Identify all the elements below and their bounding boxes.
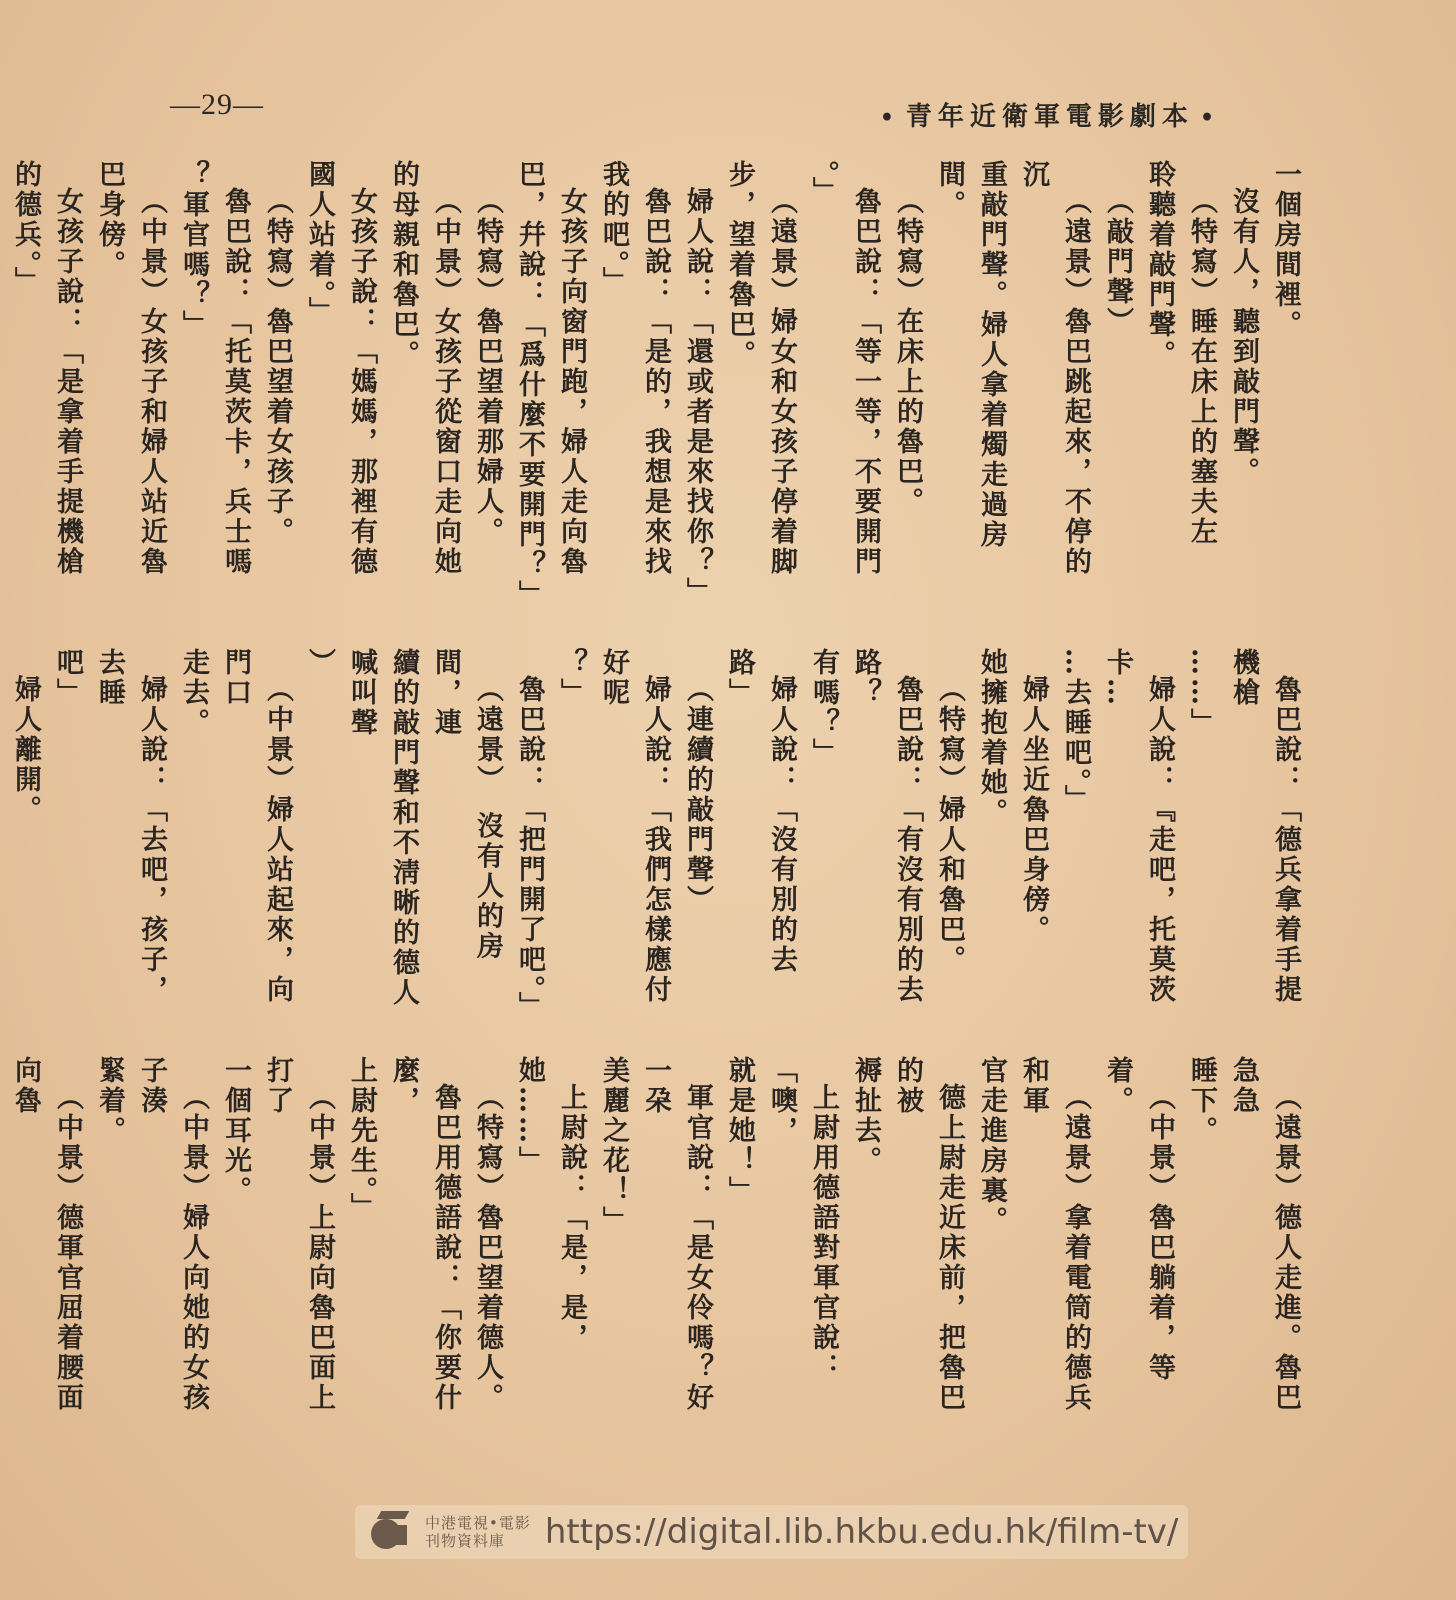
script-line: （中景）上尉向魯巴面上打了 — [262, 1056, 335, 1413]
script-line: 重敲門聲。婦人拿着燭走過房間。 — [934, 160, 1007, 550]
bullet-left: • — [879, 105, 900, 131]
script-line: ？軍官嗎？」 — [178, 160, 209, 340]
script-line: （中景）德軍官屈着腰面向魯 — [10, 1056, 83, 1413]
script-line: （遠景）德人走進。魯巴急急 — [1228, 1056, 1301, 1413]
script-line: ？」 — [556, 648, 587, 708]
script-line: 她擁抱着她。 — [976, 648, 1007, 828]
script-line: 婦人說：「我們怎樣應付好呢 — [598, 648, 671, 1005]
script-line: 魯巴說：「把門開了吧。」 — [514, 675, 545, 1022]
script-line: 的母親和魯巴。 — [388, 160, 419, 370]
script-line: 吧」 — [52, 648, 83, 708]
script-line: 軍官說：「是女伶嗎？好一朶 — [640, 1056, 713, 1413]
script-line: （特寫）魯巴望着那婦人。 — [472, 187, 503, 547]
script-line: 的德兵。」 — [10, 160, 41, 297]
running-header — [874, 96, 1226, 133]
script-line: 沒有人，聽到敲門聲。 — [1228, 187, 1259, 487]
script-line: 婦人說：「沒有別的去路」 — [724, 648, 797, 975]
script-line: 一個耳光。 — [220, 1056, 251, 1206]
script-line: 我的吧。」 — [598, 160, 629, 297]
script-line: （中景）婦人向她的女孩子湊 — [136, 1056, 209, 1413]
script-line: 國人站着。」 — [304, 160, 335, 327]
script-line: 女孩子說：「媽媽，那裡有德 — [346, 187, 377, 577]
script-line: （連續的敲門聲） — [682, 675, 713, 915]
script-line: 褥扯去。 — [850, 1056, 881, 1176]
script-line: （特寫）魯巴望着女孩子。 — [262, 187, 293, 547]
script-line: 魯巴說：「有沒有別的去路？ — [850, 648, 923, 1005]
script-line: （中景）魯巴躺着，等着。 — [1102, 1056, 1175, 1383]
logo-line-2: 刊物資料庫 — [425, 1532, 506, 1550]
script-line: 巴身傍。 — [94, 160, 125, 280]
script-line: （特寫）睡在床上的塞夫左 — [1186, 187, 1217, 547]
script-line — [0, 1056, 4, 1436]
script-line: 緊着。 — [94, 1056, 125, 1146]
bullet-right: • — [1199, 105, 1220, 131]
script-line: 魯巴用德語說：「你要什麼， — [388, 1056, 461, 1413]
script-line: 婦人說：「去吧，孩子，去睡 — [94, 648, 167, 1005]
script-line: 一個房間裡。 — [1270, 160, 1301, 340]
script-line: 走去。 — [178, 648, 209, 738]
script-line: （中景）婦人站起來，向門口 — [220, 648, 293, 1005]
script-line: 上尉說：「是，是，她……」 — [514, 1056, 587, 1353]
script-line: 聆聽着敲門聲。 — [1144, 160, 1175, 370]
script-line: （中景）女孩子和婦人站近魯 — [136, 187, 167, 577]
script-line: …去睡吧。」 — [1060, 648, 1091, 815]
script-line: （特寫）在床上的魯巴。 — [892, 187, 923, 517]
script-line: 魯巴說：「托莫茨卡，兵士嗎 — [220, 187, 251, 577]
script-line: （特寫）婦人和魯巴。 — [934, 675, 965, 975]
logo-line-1: 中港電視•電影 — [425, 1514, 531, 1532]
script-line: （遠景）婦女和女孩子停着脚 — [766, 187, 797, 577]
archive-logo-text — [425, 1514, 531, 1550]
script-line: 就是她！」 — [724, 1056, 755, 1206]
running-title: 青年近衛軍電影劇本 — [905, 102, 1194, 132]
script-line: （特寫）魯巴望着德人。 — [472, 1083, 503, 1413]
script-line: （敲門聲） — [1102, 187, 1133, 337]
script-line: ……」 — [1186, 648, 1217, 738]
script-line: 女孩子說：「是拿着手提機槍 — [52, 187, 83, 577]
film-light-logo-icon — [365, 1509, 411, 1555]
script-line — [0, 648, 4, 1008]
watermark-footer — [355, 1505, 1188, 1559]
script-line: 女孩子向窗門跑，婦人走向魯 — [556, 187, 587, 577]
script-line: 上尉用德語對軍官說：「噢， — [766, 1056, 839, 1383]
script-line: ） — [304, 648, 335, 678]
script-line: 魯巴說：「等一等，不要開門 — [850, 187, 881, 577]
script-line: 魯巴說：「是的，我想是來找 — [640, 187, 671, 577]
script-line: （中景）女孩子從窗口走向她 — [430, 187, 461, 577]
script-line: 婦人說：『走吧，托莫茨卡… — [1102, 648, 1175, 1005]
text-band-top — [10, 160, 1306, 610]
text-band-middle — [10, 648, 1306, 1022]
script-line: 婦人坐近魯巴身傍。 — [1018, 675, 1049, 945]
script-line: 婦人說：「還或者是來找你？」 — [682, 187, 713, 607]
script-line: 美麗之花！」 — [598, 1056, 629, 1236]
script-line: 魯巴說：「德兵拿着手提機槍 — [1228, 648, 1301, 1005]
script-line: 有嗎？」 — [808, 648, 839, 768]
script-line: 德上尉走近床前，把魯巴的被 — [892, 1056, 965, 1413]
script-line: 睡下。 — [1186, 1056, 1217, 1146]
script-line: 婦人離開。 — [10, 675, 41, 825]
script-line: 上尉先生。」 — [346, 1056, 377, 1223]
script-line: 續的敲門聲和不淸晰的德人喊叫聲 — [346, 648, 419, 1008]
script-line: （遠景）魯巴跳起來，不停的沉 — [1018, 160, 1091, 577]
script-line: （遠景） 沒有人的房間，連 — [430, 648, 503, 962]
script-line: 步，望着魯巴。 — [724, 160, 755, 370]
script-line: 。」 — [808, 160, 839, 207]
script-line: 巴，幷說：「爲什麼不要開門？」 — [514, 160, 545, 610]
script-line: 官走進房裏。 — [976, 1056, 1007, 1236]
archive-url-link[interactable]: https://digital.lib.hkbu.edu.hk/film-tv/ — [544, 1512, 1179, 1552]
script-line: （遠景）拿着電筒的德兵和軍 — [1018, 1056, 1091, 1413]
text-band-bottom — [10, 1056, 1306, 1436]
page-number: —29— — [170, 88, 264, 121]
